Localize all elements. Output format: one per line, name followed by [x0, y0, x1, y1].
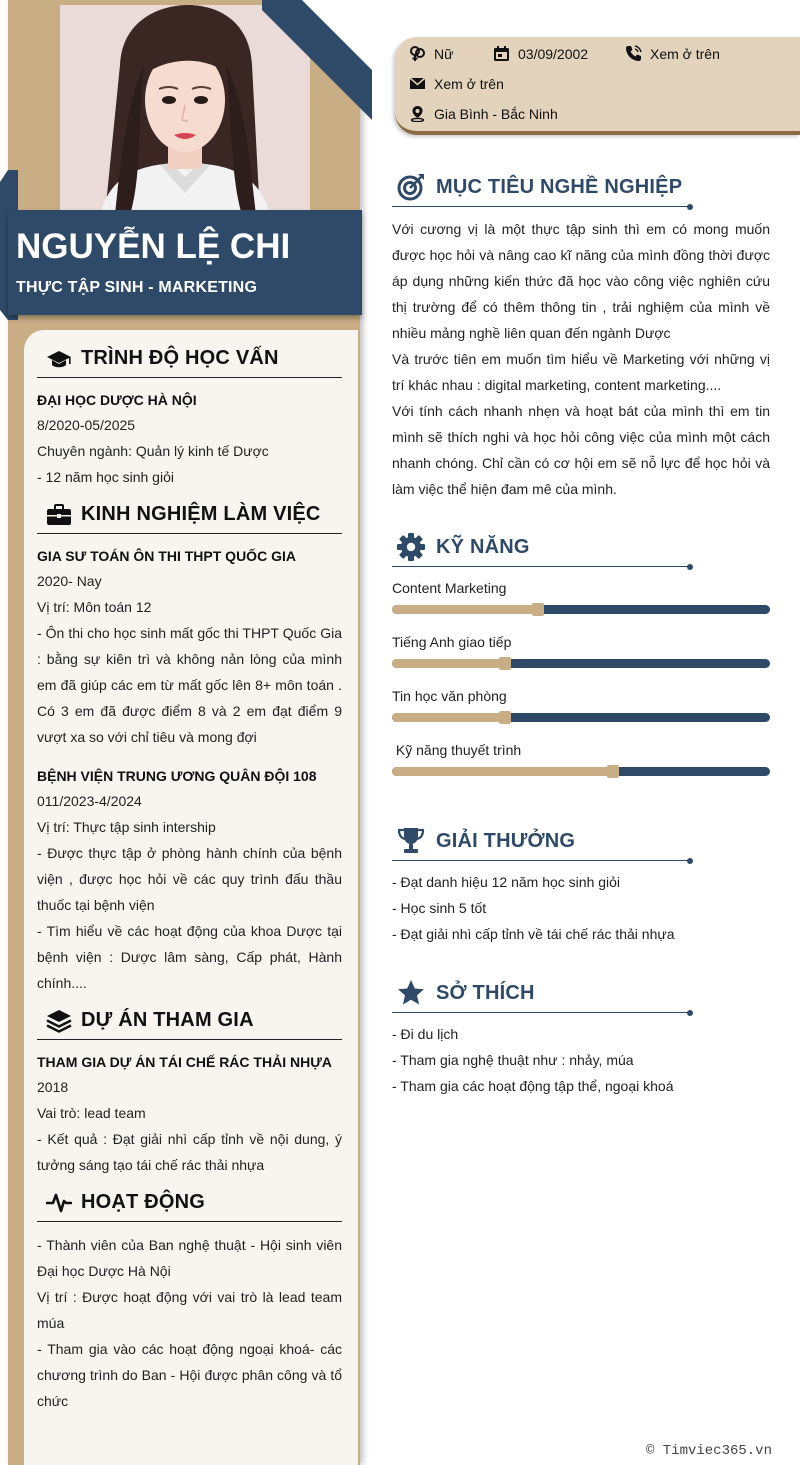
award-item: - Học sinh 5 tốt	[392, 900, 487, 916]
skills-heading: KỸ NĂNG	[436, 535, 530, 558]
activity-line: Vị trí : Được hoạt động với vai trò là lead team múa	[37, 1289, 342, 1331]
job-position: Vị trí: Môn toán 12	[37, 599, 152, 615]
gender-row	[409, 45, 453, 62]
awards-section-header	[392, 826, 770, 856]
section-divider	[392, 206, 690, 207]
skill-bar	[392, 659, 770, 668]
objective-section	[392, 172, 770, 502]
email-row	[409, 75, 504, 92]
watermark: © Timviec365.vn	[645, 1443, 772, 1459]
skill-name: Content Marketing	[392, 580, 507, 596]
education-heading: TRÌNH ĐỘ HỌC VẤN	[81, 347, 279, 369]
trophy-icon	[396, 826, 426, 856]
name-banner	[8, 210, 362, 315]
skills-section	[392, 532, 770, 776]
job-title: BỆNH VIỆN TRUNG ƯƠNG QUÂN ĐỘI 108	[37, 768, 317, 784]
projects-heading: DỰ ÁN THAM GIA	[81, 1009, 254, 1031]
skill-bar-knob	[499, 657, 511, 670]
education-note: - 12 năm học sinh giỏi	[37, 469, 174, 485]
phone-row	[625, 45, 720, 62]
address-value: Gia Bình - Bắc Ninh	[434, 105, 558, 122]
job-description: - Được thực tập ở phòng hành chính của bệnh viện , được học hỏi về các quy trình đấu thầu thuốc tại bệnh viện	[37, 845, 342, 913]
email-value: Xem ở trên	[434, 75, 504, 92]
experience-heading: KINH NGHIỆM LÀM VIỆC	[81, 503, 321, 525]
job-title: GIA SƯ TOÁN ÔN THI THPT QUỐC GIA	[37, 548, 296, 564]
hobbies-heading: SỞ THÍCH	[436, 981, 535, 1004]
skill-name: Tiếng Anh giao tiếp	[392, 634, 512, 650]
skill-bar-fill	[392, 713, 505, 722]
gear-icon	[396, 532, 426, 562]
education-section-header	[37, 340, 342, 378]
activities-section-header	[37, 1184, 342, 1222]
awards-section	[392, 826, 770, 947]
full-name: NGUYỄN LỆ CHI	[16, 227, 291, 266]
activity-line: - Thành viên của Ban nghệ thuật - Hội sinh viên Đại học Dược Hà Nội	[37, 1237, 342, 1279]
section-divider	[392, 566, 690, 567]
job-description: - Ôn thi cho học sinh mất gốc thi THPT Quốc Gia : bằng sự kiên trì và không nản lòng của mình em đã giúp các em từ mất gốc lên 8+ môn toán . Có 3 em đã được điểm 8 và 2 em đạt điểm 9 vượt xa so với chỉ tiêu và mong đợi	[37, 625, 342, 745]
phone-value: Xem ở trên	[650, 45, 720, 62]
skill-bar-fill	[392, 659, 505, 668]
photo-corner-ribbon	[262, 0, 372, 120]
skill-bar-fill	[392, 605, 538, 614]
activities-heading: HOẠT ĐỘNG	[81, 1191, 206, 1213]
objective-paragraph: Và trước tiên em muốn tìm hiểu về Marketing với những vị trí khác nhau : digital marketing, content marketing....	[392, 351, 770, 393]
awards-heading: GIẢI THƯỞNG	[436, 829, 576, 852]
layers-icon	[46, 1008, 72, 1034]
project-role: Vai trò: lead team	[37, 1105, 146, 1121]
gender-value: Nữ	[434, 45, 454, 62]
job-position: Vị trí: Thực tập sinh intership	[37, 819, 216, 835]
skill-name: Kỹ năng thuyết trình	[392, 742, 522, 758]
skill-item	[392, 685, 770, 722]
section-divider	[392, 1012, 690, 1013]
job-period: 2020- Nay	[37, 573, 102, 589]
job-entry	[37, 764, 342, 996]
job-period: 011/2023-4/2024	[37, 793, 142, 809]
briefcase-icon	[46, 502, 72, 528]
award-item: - Đạt giải nhì cấp tỉnh về tái chế rác thải nhựa	[392, 926, 675, 942]
skill-bar-fill	[392, 767, 613, 776]
objective-heading: MỤC TIÊU NGHỀ NGHIỆP	[436, 175, 683, 198]
calendar-icon	[493, 45, 510, 62]
skill-bar-knob	[532, 603, 544, 616]
award-item: - Đạt danh hiệu 12 năm học sinh giỏi	[392, 874, 621, 890]
hobbies-section	[392, 978, 770, 1099]
birthday-value: 03/09/2002	[518, 45, 589, 62]
skills-section-header	[392, 532, 770, 562]
objective-section-header	[392, 172, 770, 202]
graduation-cap-icon	[46, 346, 72, 372]
section-divider	[392, 860, 690, 861]
skill-name: Tin học văn phòng	[392, 688, 507, 704]
experience-section-header	[37, 496, 342, 534]
project-year: 2018	[37, 1079, 69, 1095]
education-major: Chuyên ngành: Quản lý kinh tế Dược	[37, 443, 269, 459]
hobby-item: - Tham gia nghệ thuật như : nhảy, múa	[392, 1052, 634, 1068]
job-description: - Tìm hiểu về các hoạt động của khoa Dược tại bệnh viện : Dược lâm sàng, Cấp phát, Hành chính....	[37, 923, 342, 991]
project-title: THAM GIA DỰ ÁN TÁI CHẾ RÁC THẢI NHỰA	[37, 1054, 332, 1070]
location-pin-icon	[409, 105, 426, 122]
skill-bar	[392, 767, 770, 776]
project-result: - Kết quả : Đạt giải nhì cấp tỉnh về nội dung, ý tưởng sáng tạo tái chế rác thải nhựa	[37, 1131, 342, 1173]
objective-paragraph: Với cương vị là một thực tập sinh thì em có mong muốn được học hỏi và nâng cao kĩ năng của mình đồng thời được áp dụng những kiến thức đã học vào công việc nghiên cứu thị trường để có thêm thông tin , trải nghiệm của mình về nhiều mảng nghề liên quan đến ngành Dược	[392, 221, 770, 341]
birthday-row	[493, 45, 588, 62]
projects-section-header	[37, 1002, 342, 1040]
address-row	[409, 105, 558, 122]
job-title: THỰC TẬP SINH - MARKETING	[16, 279, 258, 296]
skill-item	[392, 577, 770, 614]
skill-item	[392, 631, 770, 668]
job-entry	[37, 544, 342, 750]
hobby-item: - Đi du lịch	[392, 1026, 459, 1042]
phone-icon	[625, 45, 642, 62]
target-icon	[396, 172, 426, 202]
star-icon	[396, 978, 426, 1008]
left-content-card	[24, 330, 358, 1465]
education-period: 8/2020-05/2025	[37, 417, 136, 433]
activity-line: - Tham gia vào các hoạt động ngoại khoá- các chương trình do Ban - Hội được phân công và tổ chức	[37, 1341, 342, 1409]
skill-bar	[392, 605, 770, 614]
email-icon	[409, 75, 426, 92]
pulse-icon	[46, 1190, 72, 1216]
hobby-item: - Tham gia các hoạt động tập thể, ngoại khoá	[392, 1078, 674, 1094]
contact-info-box	[395, 37, 800, 135]
hobbies-section-header	[392, 978, 770, 1008]
gender-icon	[409, 45, 426, 62]
skill-bar-knob	[499, 711, 511, 724]
objective-paragraph: Với tính cách nhanh nhẹn và hoạt bát của mình thì em tin mình sẽ thích nghi và học hỏi công việc của mình một cách nhanh chóng. Chỉ cần có cơ hội em sẽ nỗ lực để học hỏi và làm việc thể hiện đam mê của mình.	[392, 403, 770, 497]
skill-item	[392, 739, 770, 776]
skill-bar	[392, 713, 770, 722]
education-school: ĐẠI HỌC DƯỢC HÀ NỘI	[37, 392, 197, 408]
skill-bar-knob	[607, 765, 619, 778]
